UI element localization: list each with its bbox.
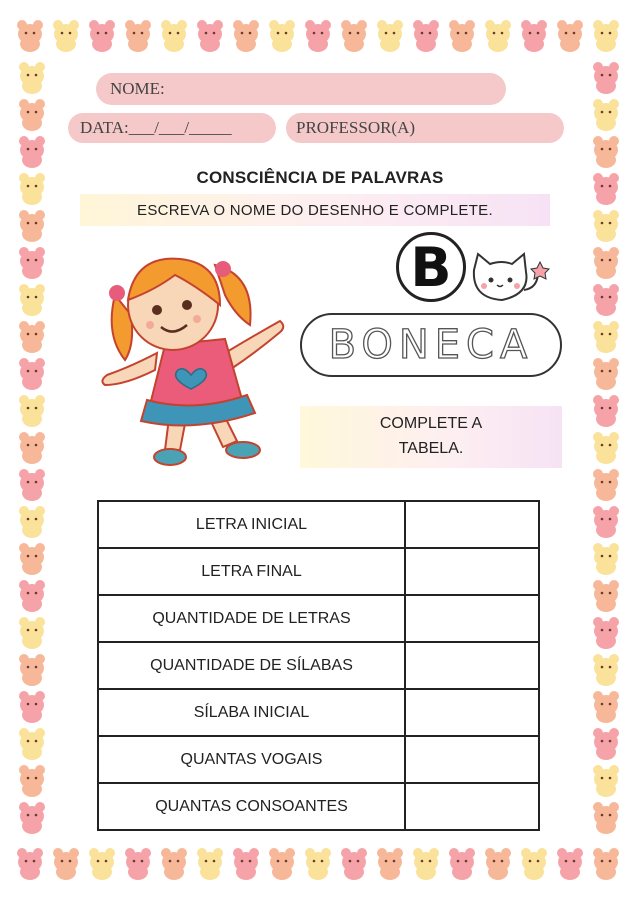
word-analysis-table <box>97 500 540 831</box>
bear-decoration <box>197 848 223 880</box>
bear-decoration <box>53 848 79 880</box>
answer-cell[interactable] <box>405 783 539 830</box>
row-label: QUANTIDADE DE SÍLABAS <box>98 642 405 689</box>
bear-decoration <box>19 395 45 427</box>
teacher-label: PROFESSOR(A) <box>296 118 416 137</box>
bear-decoration <box>593 617 619 649</box>
bear-decoration <box>269 848 295 880</box>
row-label: SÍLABA INICIAL <box>98 689 405 736</box>
bear-decoration <box>593 247 619 279</box>
bear-decoration <box>593 321 619 353</box>
bear-decoration <box>197 20 223 52</box>
initial-letter: B <box>410 235 452 299</box>
bear-decoration <box>305 20 331 52</box>
bear-decoration <box>19 654 45 686</box>
bear-decoration <box>19 321 45 353</box>
bear-decoration <box>593 469 619 501</box>
bear-decoration <box>593 506 619 538</box>
instruction-text: ESCREVA O NOME DO DESENHO E COMPLETE. <box>137 201 493 219</box>
bear-decoration <box>593 20 619 52</box>
bear-decoration <box>593 728 619 760</box>
bear-decoration <box>557 20 583 52</box>
bear-decoration <box>233 20 259 52</box>
date-label: DATA:___/___/_____ <box>80 118 232 137</box>
bear-decoration <box>593 580 619 612</box>
bear-decoration <box>413 20 439 52</box>
name-label: NOME: <box>110 79 165 98</box>
bear-decoration <box>485 20 511 52</box>
doll-illustration <box>95 235 290 475</box>
bear-decoration <box>161 20 187 52</box>
bear-decoration <box>593 358 619 390</box>
bear-decoration <box>593 654 619 686</box>
bear-decoration <box>19 580 45 612</box>
bear-decoration <box>161 848 187 880</box>
bear-decoration <box>19 469 45 501</box>
bear-decoration <box>341 20 367 52</box>
row-label: QUANTIDADE DE LETRAS <box>98 595 405 642</box>
complete-table-note <box>300 406 562 468</box>
answer-cell[interactable] <box>405 642 539 689</box>
complete-line-1: COMPLETE A <box>379 415 483 433</box>
bear-decoration <box>593 848 619 880</box>
bear-decoration <box>19 99 45 131</box>
bear-decoration <box>377 20 403 52</box>
bear-decoration <box>305 848 331 880</box>
bear-decoration <box>19 506 45 538</box>
row-label: QUANTAS VOGAIS <box>98 736 405 783</box>
bear-decoration <box>593 543 619 575</box>
row-label: LETRA INICIAL <box>98 501 405 548</box>
instruction-banner <box>80 194 550 226</box>
bear-decoration <box>19 728 45 760</box>
table-row <box>98 642 539 689</box>
traced-word-box <box>300 313 562 377</box>
bear-decoration <box>593 210 619 242</box>
answer-cell[interactable] <box>405 689 539 736</box>
bear-decoration <box>19 62 45 94</box>
bear-decoration <box>19 691 45 723</box>
bear-decoration <box>377 848 403 880</box>
name-field[interactable] <box>96 73 506 105</box>
bear-decoration <box>17 848 43 880</box>
bear-decoration <box>449 20 475 52</box>
table-row <box>98 548 539 595</box>
bear-decoration <box>125 848 151 880</box>
answer-cell[interactable] <box>405 595 539 642</box>
bear-decoration <box>17 20 43 52</box>
bear-decoration <box>19 765 45 797</box>
table-row <box>98 595 539 642</box>
bear-decoration <box>19 136 45 168</box>
bear-decoration <box>19 617 45 649</box>
answer-cell[interactable] <box>405 736 539 783</box>
bear-decoration <box>521 848 547 880</box>
bear-decoration <box>593 62 619 94</box>
bear-decoration <box>19 432 45 464</box>
bear-decoration <box>593 284 619 316</box>
table-row <box>98 501 539 548</box>
bear-decoration <box>593 432 619 464</box>
row-label: QUANTAS CONSOANTES <box>98 783 405 830</box>
bear-decoration <box>449 848 475 880</box>
table-row <box>98 689 539 736</box>
bear-decoration <box>19 284 45 316</box>
bear-decoration <box>19 358 45 390</box>
bear-decoration <box>125 20 151 52</box>
bear-decoration <box>89 848 115 880</box>
bear-decoration <box>413 848 439 880</box>
cat-icon <box>466 250 556 308</box>
bear-decoration <box>593 136 619 168</box>
bear-decoration <box>593 691 619 723</box>
complete-line-2: TABELA. <box>398 440 464 457</box>
bear-decoration <box>19 543 45 575</box>
bear-decoration <box>485 848 511 880</box>
bear-decoration <box>53 20 79 52</box>
traced-word: BONECA <box>328 322 534 368</box>
bear-decoration <box>19 802 45 834</box>
initial-letter-circle <box>396 232 466 302</box>
bear-decoration <box>521 20 547 52</box>
row-label: LETRA FINAL <box>98 548 405 595</box>
teacher-field[interactable] <box>286 113 564 143</box>
bear-decoration <box>593 99 619 131</box>
bear-decoration <box>341 848 367 880</box>
table-row <box>98 783 539 830</box>
date-field[interactable] <box>68 113 276 143</box>
bear-decoration <box>19 247 45 279</box>
bear-decoration <box>557 848 583 880</box>
table-row <box>98 736 539 783</box>
answer-cell[interactable] <box>405 501 539 548</box>
bear-decoration <box>593 765 619 797</box>
bear-decoration <box>233 848 259 880</box>
page-title: CONSCIÊNCIA DE PALAVRAS <box>196 168 444 187</box>
bear-decoration <box>19 210 45 242</box>
bear-decoration <box>269 20 295 52</box>
bear-decoration <box>593 395 619 427</box>
answer-cell[interactable] <box>405 548 539 595</box>
bear-decoration <box>89 20 115 52</box>
bear-decoration <box>593 802 619 834</box>
